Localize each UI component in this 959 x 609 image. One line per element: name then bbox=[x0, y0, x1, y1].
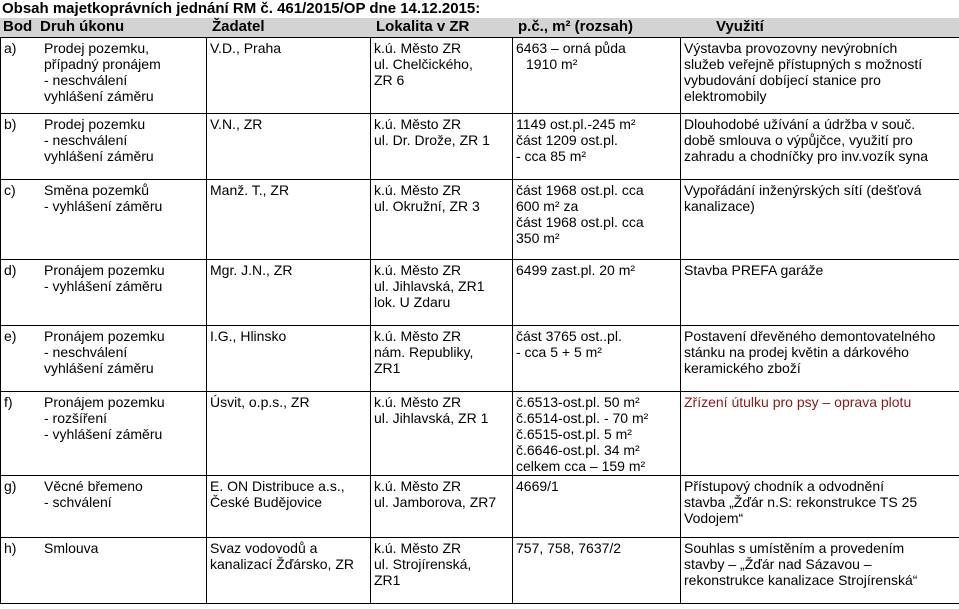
row-index: a) bbox=[4, 40, 17, 56]
cell-lokalita: k.ú. Město ZR ul. Jihlavská, ZR 1 bbox=[371, 392, 513, 476]
cell-lokalita: k.ú. Město ZR nám. Republiky, ZR1 bbox=[371, 326, 513, 392]
cell-druh: c) Směna pozemků - vyhlášení záměru bbox=[1, 180, 207, 260]
table-row bbox=[1, 260, 959, 326]
cell-parcela: část 3765 ost..pl. - cca 5 + 5 m² bbox=[513, 326, 681, 392]
header-lokalita: Lokalita v ZR bbox=[376, 18, 470, 35]
cell-zadatel: V.N., ZR bbox=[207, 114, 371, 180]
cell-druh: d) Pronájem pozemku - vyhlášení záměru bbox=[1, 260, 207, 326]
cell-lokalita: k.ú. Město ZR ul. Jihlavská, ZR1 lok. U Zdaru bbox=[371, 260, 513, 326]
cell-lokalita: k.ú. Město ZR ul. Dr. Drože, ZR 1 bbox=[371, 114, 513, 180]
table-row bbox=[1, 326, 959, 392]
cell-lokalita: k.ú. Město ZR ul. Okružní, ZR 3 bbox=[371, 180, 513, 260]
header-parcela: p.č., m² (rozsah) bbox=[518, 18, 634, 35]
table-row bbox=[1, 392, 959, 476]
cell-parcela: část 1968 ost.pl. cca 600 m² za část 1968 ost.pl. cca 350 m² bbox=[513, 180, 681, 260]
cell-zadatel: Manž. T., ZR bbox=[207, 180, 371, 260]
cell-vyuziti: Zřízení útulku pro psy – oprava plotu bbox=[681, 392, 959, 476]
row-index: f) bbox=[4, 394, 13, 410]
cell-zadatel: V.D., Praha bbox=[207, 38, 371, 114]
cell-druh: a) Prodej pozemku, případný pronájem - neschválení vyhlášení záměru bbox=[1, 38, 207, 114]
cell-parcela: 6499 zast.pl. 20 m² bbox=[513, 260, 681, 326]
cell-vyuziti: Přístupový chodník a odvodnění stavba „Žďár n.S: rekonstrukce TS 25 Vodojem“ bbox=[681, 476, 959, 538]
row-index: c) bbox=[4, 182, 16, 198]
cell-lokalita: k.ú. Město ZR ul. Jamborova, ZR7 bbox=[371, 476, 513, 538]
cell-zadatel: I.G., Hlinsko bbox=[207, 326, 371, 392]
cell-vyuziti: Souhlas s umístěním a provedením stavby – „Žďár nad Sázavou – rekonstrukce kanalizace Strojírenská“ bbox=[681, 538, 959, 604]
table-header bbox=[0, 18, 959, 37]
dealings-table bbox=[0, 37, 959, 604]
row-index: g) bbox=[4, 478, 17, 494]
cell-druh: g) Věcné břemeno - schválení bbox=[1, 476, 207, 538]
header-bod: Bod bbox=[3, 18, 33, 35]
row-index: e) bbox=[4, 328, 17, 344]
cell-zadatel: Svaz vodovodů a kanalizací Žďársko, ZR bbox=[207, 538, 371, 604]
cell-vyuziti: Vypořádání inženýrských sítí (dešťová kanalizace) bbox=[681, 180, 959, 260]
cell-vyuziti: Výstavba provozovny nevýrobních služeb veřejně přístupných s možností vybudování dobíjecí stanice pro elektromobily bbox=[681, 38, 959, 114]
cell-druh: e) Pronájem pozemku - neschválení vyhlášení záměru bbox=[1, 326, 207, 392]
header-druh-ukonu: Druh úkonu bbox=[40, 18, 125, 35]
cell-vyuziti: Stavba PREFA garáže bbox=[681, 260, 959, 326]
cell-parcela: 1149 ost.pl.-245 m² část 1209 ost.pl. - cca 85 m² bbox=[513, 114, 681, 180]
row-index: d) bbox=[4, 262, 17, 278]
cell-parcela: 757, 758, 7637/2 bbox=[513, 538, 681, 604]
cell-zadatel: Mgr. J.N., ZR bbox=[207, 260, 371, 326]
document-title bbox=[2, 1, 957, 17]
row-index: b) bbox=[4, 116, 17, 132]
cell-lokalita: k.ú. Město ZR ul. Strojírenská, ZR1 bbox=[371, 538, 513, 604]
cell-druh: b) Prodej pozemku - neschválení vyhlášení záměru bbox=[1, 114, 207, 180]
cell-parcela: 4669/1 bbox=[513, 476, 681, 538]
table-row bbox=[1, 114, 959, 180]
cell-zadatel: Úsvit, o.p.s., ZR bbox=[207, 392, 371, 476]
table-row bbox=[1, 38, 959, 114]
table-row bbox=[1, 538, 959, 604]
header-zadatel: Žadatel bbox=[212, 18, 265, 35]
cell-zadatel: E. ON Distribuce a.s., České Budějovice bbox=[207, 476, 371, 538]
header-vyuziti: Využití bbox=[716, 18, 764, 35]
cell-lokalita: k.ú. Město ZR ul. Chelčického, ZR 6 bbox=[371, 38, 513, 114]
cell-vyuziti: Dlouhodobé užívání a údržba v souč. době smlouva o výpůjčce, využití pro zahradu a chodníčky pro inv.vozík syna bbox=[681, 114, 959, 180]
cell-druh: f) Pronájem pozemku - rozšíření - vyhlášení záměru bbox=[1, 392, 207, 476]
title-line: Obsah majetkoprávních jednání RM č. 461/2015/OP dne 14.12.2015: bbox=[2, 0, 481, 17]
cell-vyuziti: Postavení dřevěného demontovatelného stánku na prodej květin a dárkového keramického zboží bbox=[681, 326, 959, 392]
table-row bbox=[1, 180, 959, 260]
cell-parcela: 6463 – orná půda 1910 m² bbox=[513, 38, 681, 114]
row-index: h) bbox=[4, 540, 17, 556]
table-row bbox=[1, 476, 959, 538]
cell-druh: h) Smlouva bbox=[1, 538, 207, 604]
cell-parcela: č.6513-ost.pl. 50 m² č.6514-ost.pl. - 70 m² č.6515-ost.pl. 5 m² č.6646-ost.pl. 34 m² celkem cca – 159 m² bbox=[513, 392, 681, 476]
